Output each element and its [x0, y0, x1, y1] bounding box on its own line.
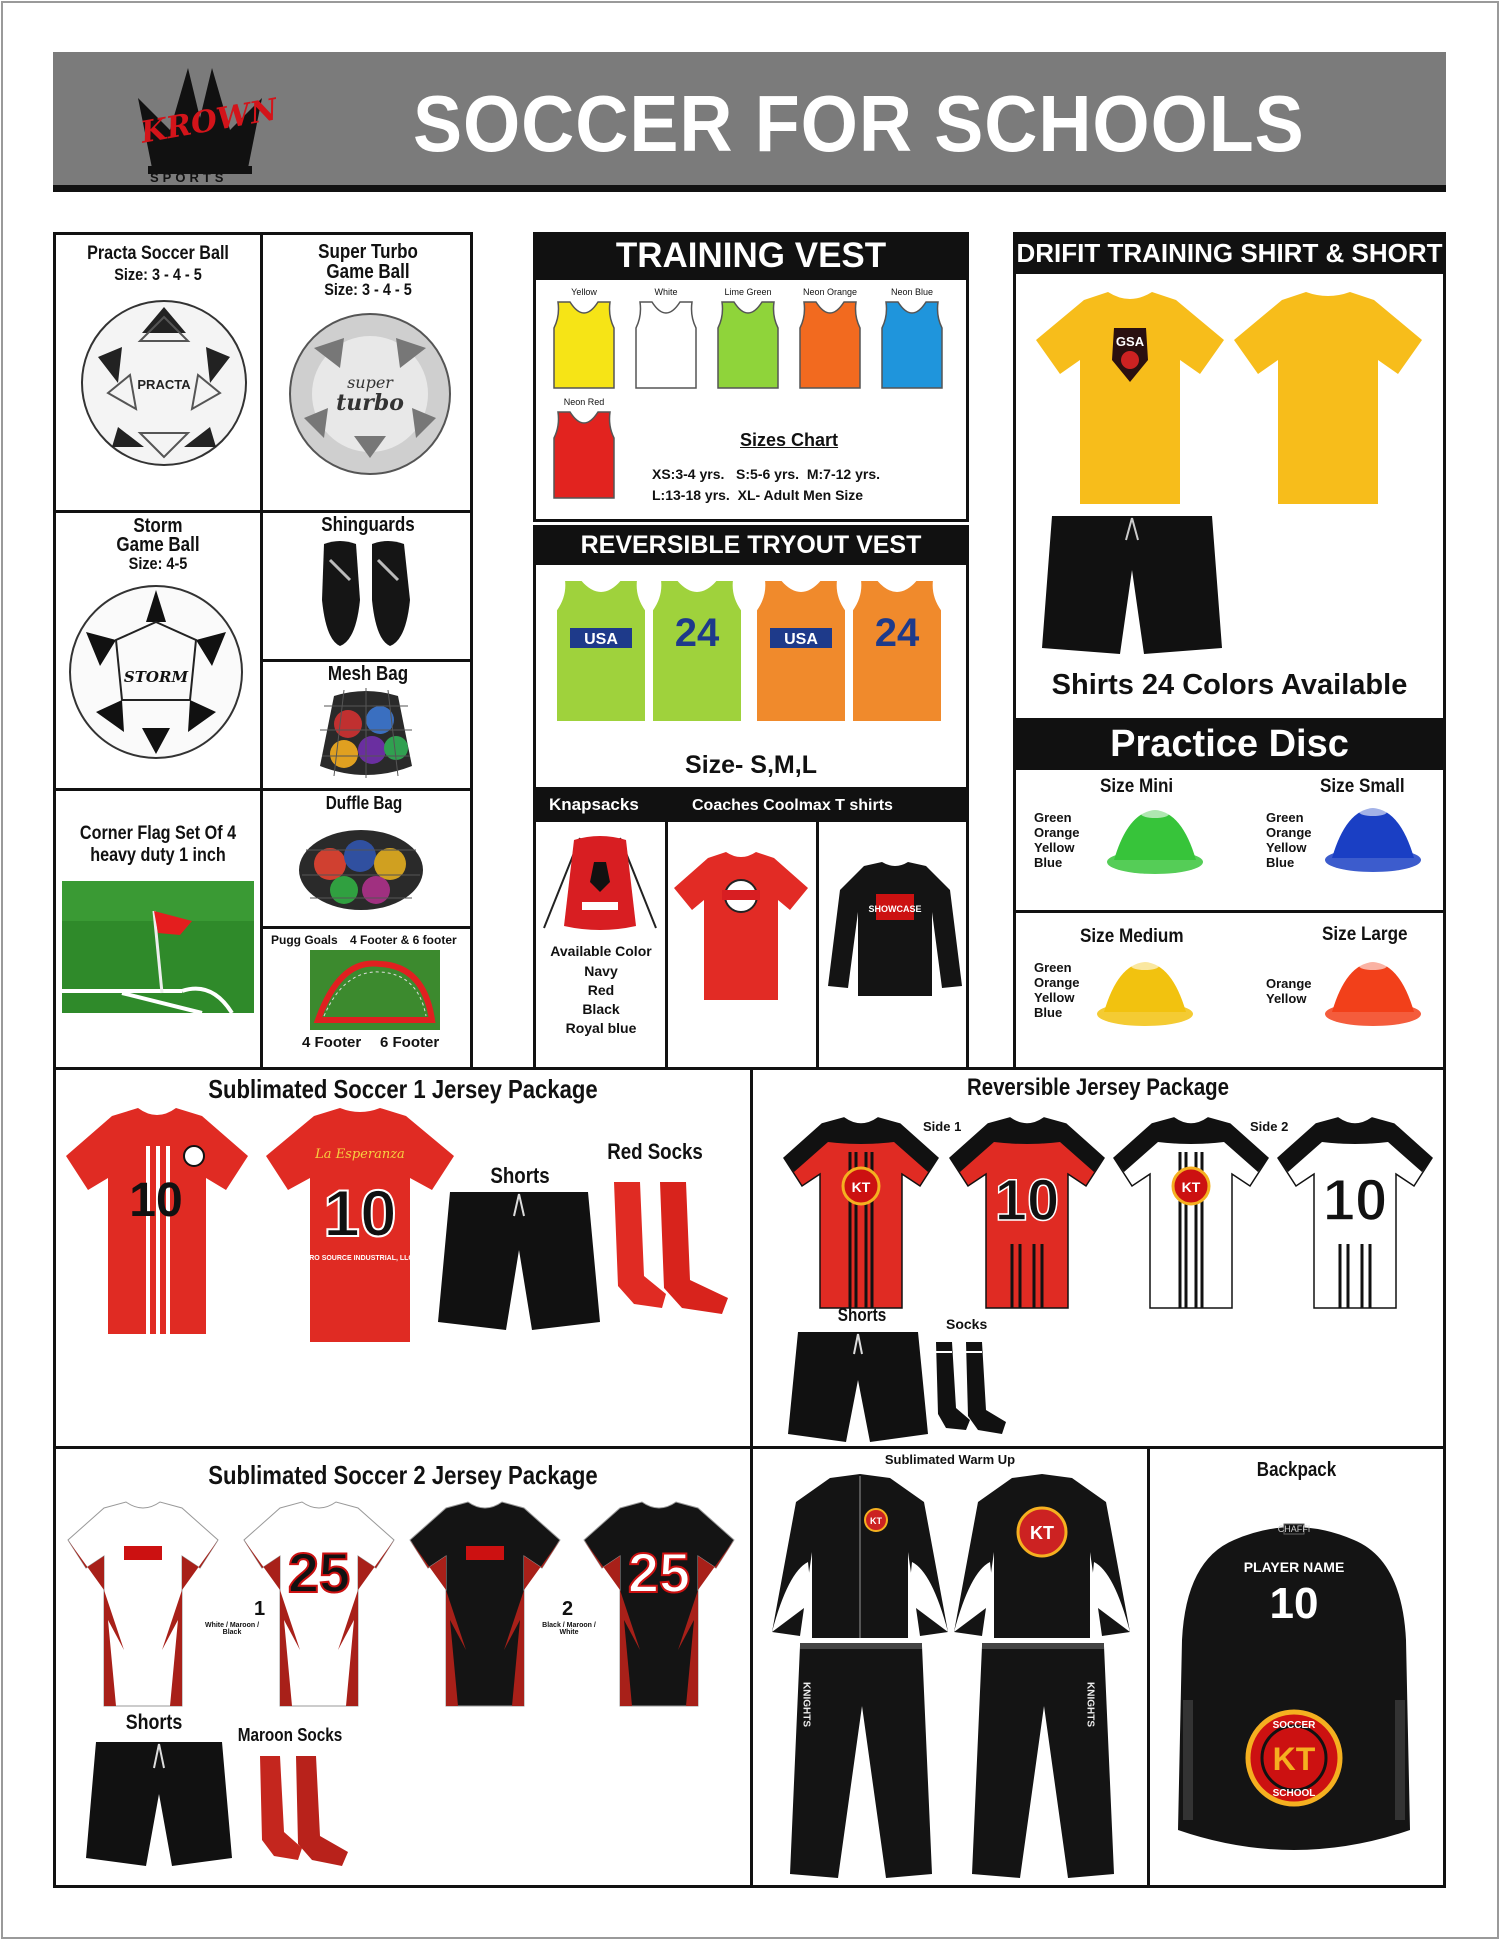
drifit-title: DRIFIT TRAINING SHIRT & SHORT — [1013, 232, 1446, 274]
training-vest-swatch[interactable] — [878, 298, 946, 392]
disc-medium-color: Orange — [1034, 975, 1080, 990]
disc-mini-color: Blue — [1034, 855, 1063, 870]
svg-text:10: 10 — [994, 1168, 1060, 1233]
backpack-image[interactable] — [1174, 1520, 1414, 1866]
disc-large-color: Orange — [1266, 976, 1312, 991]
divider — [816, 822, 819, 1070]
svg-text:KT: KT — [851, 1179, 871, 1195]
practice-disc-title: Practice Disc — [1013, 718, 1446, 770]
vest-color-label: Neon Blue — [890, 287, 934, 297]
mesh-bag-image[interactable] — [314, 686, 418, 782]
svg-text:24: 24 — [874, 611, 920, 655]
svg-text:10: 10 — [1322, 1168, 1388, 1233]
sub2-option1-desc: White / Maroon / Black — [204, 1622, 260, 1636]
sub1-shorts[interactable] — [436, 1186, 602, 1336]
logo-subtext: SPORTS — [150, 170, 228, 185]
coaches-red-tshirt[interactable] — [668, 848, 814, 1008]
sub1-socks-label: Red Socks — [607, 1139, 703, 1164]
storm-ball-print: STORM — [123, 668, 189, 686]
divider — [260, 926, 473, 929]
page-title: SOCCER FOR SCHOOLS — [413, 79, 1305, 168]
sub2-option2-num: 2 — [562, 1598, 574, 1620]
duffle-bag-image[interactable] — [296, 820, 426, 916]
divider — [1013, 910, 1446, 913]
divider — [53, 788, 263, 791]
disc-large-image[interactable] — [1318, 952, 1428, 1032]
svg-text:24: 24 — [674, 611, 720, 655]
disc-large-label: Size Large — [1322, 924, 1408, 945]
tryout-vest-back[interactable] — [648, 576, 746, 726]
reversible-red-front[interactable] — [780, 1116, 942, 1312]
vest-color-label: Lime Green — [724, 287, 772, 297]
sizes-chart-title: Sizes Chart — [740, 430, 839, 450]
divider — [53, 510, 473, 513]
sizes-chart-line-1: XS:3-4 yrs. S:5-6 yrs. M:7-12 yrs. — [652, 466, 880, 482]
drifit-crest: GSA — [1115, 334, 1145, 349]
sub2-black-back[interactable] — [580, 1500, 738, 1710]
svg-text:turbo: turbo — [336, 390, 404, 416]
vest-color-label: Yellow — [571, 287, 597, 297]
coaches-black-longsleeve[interactable] — [822, 860, 968, 1000]
sub2-option1-num: 1 — [254, 1598, 266, 1620]
sub1-sponsor: La Esperanza — [315, 1147, 405, 1162]
disc-large-color: Yellow — [1266, 991, 1307, 1006]
super-turbo-title-2: Game Ball — [326, 261, 410, 283]
warmup-back-crest: KT — [1030, 1523, 1054, 1543]
sub2-shorts[interactable] — [84, 1738, 234, 1870]
sublimated-1-title: Sublimated Soccer 1 Jersey Package — [208, 1074, 598, 1104]
training-vest-swatch[interactable] — [714, 298, 782, 392]
sub2-maroon-socks[interactable] — [254, 1752, 354, 1870]
warmup-pants-text: KNIGHTS — [800, 1682, 812, 1727]
backpack-player-name: PLAYER NAME — [1243, 1559, 1345, 1575]
svg-text:KT: KT — [1181, 1179, 1201, 1195]
divider — [260, 232, 263, 1070]
warmup-front-crest: KT — [870, 1516, 882, 1526]
reversible-socks-label: Socks — [946, 1316, 988, 1332]
backpack-title: Backpack — [1256, 1459, 1337, 1481]
disc-small-color: Blue — [1266, 855, 1295, 870]
reversible-socks[interactable] — [930, 1338, 1010, 1438]
disc-medium-image[interactable] — [1090, 952, 1200, 1032]
sub2-white-front[interactable] — [64, 1500, 222, 1710]
knapsack-color: Red — [587, 982, 615, 998]
storm-title-1: Storm — [133, 515, 183, 537]
corner-flag-image[interactable] — [62, 881, 254, 1013]
reversible-shorts[interactable] — [786, 1328, 930, 1446]
tryout-vest-size: Size- S,M,L — [685, 751, 817, 779]
warmup-title: Sublimated Warm Up — [884, 1452, 1016, 1467]
practa-ball-image[interactable] — [78, 297, 250, 469]
knapsack-available-label: Available Color — [550, 943, 652, 959]
warmup-pants-back[interactable] — [968, 1642, 1118, 1882]
sub2-socks-label: Maroon Socks — [237, 1725, 343, 1745]
pugg-6-footer: 6 Footer — [380, 1034, 440, 1051]
tryout-vest-back[interactable] — [848, 576, 946, 726]
knapsack-color: Navy — [584, 963, 618, 979]
disc-mini-color: Yellow — [1034, 840, 1075, 855]
disc-small-color: Green — [1266, 810, 1304, 825]
knapsack-color: Royal blue — [565, 1020, 637, 1036]
disc-mini-color: Orange — [1034, 825, 1080, 840]
practa-ball-title: Practa Soccer Ball — [87, 243, 229, 264]
pugg-goals-title: Pugg Goals — [271, 933, 338, 947]
storm-ball-image[interactable] — [66, 582, 246, 762]
reversible-white-front[interactable] — [1110, 1116, 1272, 1312]
sub1-shorts-label: Shorts — [490, 1163, 550, 1188]
disc-small-color: Yellow — [1266, 840, 1307, 855]
vest-color-label: Neon Orange — [802, 287, 858, 297]
sublimated-2-title: Sublimated Soccer 2 Jersey Package — [208, 1460, 598, 1490]
disc-medium-color: Blue — [1034, 1005, 1063, 1020]
krown-sports-logo[interactable] — [130, 58, 281, 188]
vest-color-label: White — [654, 287, 678, 297]
shinguards-image[interactable] — [316, 540, 416, 650]
warmup-pants-back-text: KNIGHTS — [1084, 1682, 1096, 1727]
sub1-jersey-front[interactable] — [62, 1106, 252, 1338]
reversible-side1: Side 1 — [923, 1119, 962, 1134]
reversible-shorts-label: Shorts — [837, 1305, 887, 1325]
logo-wordmark: KROWN — [138, 92, 281, 151]
warmup-pants-front[interactable] — [786, 1642, 936, 1882]
shinguards-title: Shinguards — [321, 514, 415, 536]
coaches-title: Coaches Coolmax T shirts — [692, 797, 893, 814]
warmup-jacket-back[interactable] — [950, 1472, 1134, 1642]
sizes-chart-line-2: L:13-18 yrs. XL- Adult Men Size — [652, 487, 864, 503]
disc-mini-label: Size Mini — [1100, 776, 1174, 797]
disc-medium-label: Size Medium — [1080, 926, 1184, 947]
sub2-shorts-label: Shorts — [125, 1711, 183, 1734]
super-turbo-ball-image[interactable] — [284, 308, 456, 480]
super-turbo-size: Size: 3 - 4 - 5 — [324, 280, 412, 299]
sub1-red-socks[interactable] — [606, 1176, 736, 1318]
tryout-vest-title: REVERSIBLE TRYOUT VEST — [533, 525, 969, 565]
knapsack-image[interactable] — [540, 832, 660, 938]
drifit-shorts[interactable] — [1040, 510, 1224, 660]
training-vest-swatch[interactable] — [550, 298, 618, 392]
disc-small-image[interactable] — [1318, 798, 1428, 878]
training-vest-swatch[interactable] — [632, 298, 700, 392]
pugg-goals-sizes: 4 Footer & 6 footer — [350, 933, 457, 947]
divider — [260, 788, 473, 791]
corner-flag-title-2: heavy duty 1 inch — [90, 845, 226, 866]
sub1-jersey-back[interactable] — [262, 1106, 458, 1346]
disc-medium-color: Yellow — [1034, 990, 1075, 1005]
drifit-shirt-back[interactable] — [1228, 290, 1428, 508]
corner-flag-title-1: Corner Flag Set Of 4 — [79, 823, 237, 844]
knapsack-color: Black — [582, 1001, 620, 1017]
practa-ball-size: Size: 3 - 4 - 5 — [114, 265, 202, 284]
sub2-option2-desc: Black / Maroon / White — [542, 1622, 596, 1636]
backpack-crest: KT — [1272, 1741, 1316, 1777]
divider — [260, 659, 473, 662]
duffle-bag-title: Duffle Bag — [325, 793, 403, 813]
mesh-bag-title: Mesh Bag — [327, 663, 409, 685]
practa-ball-print: PRACTA — [137, 377, 191, 392]
backpack-crest-top: SOCCER — [1272, 1720, 1316, 1731]
svg-text:USA: USA — [584, 631, 618, 648]
warmup-jacket-front[interactable] — [768, 1472, 952, 1642]
reversible-red-back[interactable] — [946, 1116, 1108, 1312]
svg-text:25: 25 — [287, 1541, 351, 1604]
sub1-back-number: 10 — [323, 1176, 397, 1250]
backpack-number: 10 — [1269, 1579, 1319, 1628]
disc-medium-color: Green — [1034, 960, 1072, 975]
storm-title-2: Game Ball — [116, 534, 200, 556]
backpack-brand: CHAFFI — [1277, 1524, 1311, 1534]
tryout-vest-front[interactable] — [752, 576, 850, 726]
coaches-longsleeve-print: SHOWCASE — [868, 904, 922, 914]
disc-mini-color: Green — [1034, 810, 1072, 825]
training-vest-swatch[interactable] — [550, 408, 618, 502]
storm-size: Size: 4-5 — [128, 554, 188, 573]
svg-text:USA: USA — [784, 631, 818, 648]
sub1-sponsor-2: PRO SOURCE INDUSTRIAL, LLC. — [304, 1255, 416, 1262]
reversible-side2: Side 2 — [1250, 1119, 1289, 1134]
drifit-caption: Shirts 24 Colors Available — [1051, 669, 1408, 701]
disc-small-label: Size Small — [1320, 776, 1405, 797]
tryout-vest-front[interactable] — [552, 576, 650, 726]
svg-text:25: 25 — [627, 1541, 691, 1604]
disc-small-color: Orange — [1266, 825, 1312, 840]
backpack-crest-bottom: SCHOOL — [1272, 1788, 1316, 1799]
pugg-goals-image[interactable] — [310, 950, 440, 1030]
vest-color-label: Neon Red — [563, 397, 605, 407]
knapsacks-title: Knapsacks — [549, 795, 639, 814]
training-vest-swatch[interactable] — [796, 298, 864, 392]
sub2-black-front[interactable] — [406, 1500, 564, 1710]
disc-mini-image[interactable] — [1100, 800, 1210, 880]
svg-text:super: super — [347, 373, 393, 392]
super-turbo-title-1: Super Turbo — [318, 241, 418, 263]
pugg-4-footer: 4 Footer — [302, 1034, 362, 1051]
reversible-title: Reversible Jersey Package — [966, 1074, 1229, 1101]
training-vest-title: TRAINING VEST — [533, 232, 969, 280]
drifit-shirt-front[interactable] — [1030, 290, 1230, 508]
sub1-front-number: 10 — [129, 1174, 183, 1227]
reversible-white-back[interactable] — [1274, 1116, 1436, 1312]
